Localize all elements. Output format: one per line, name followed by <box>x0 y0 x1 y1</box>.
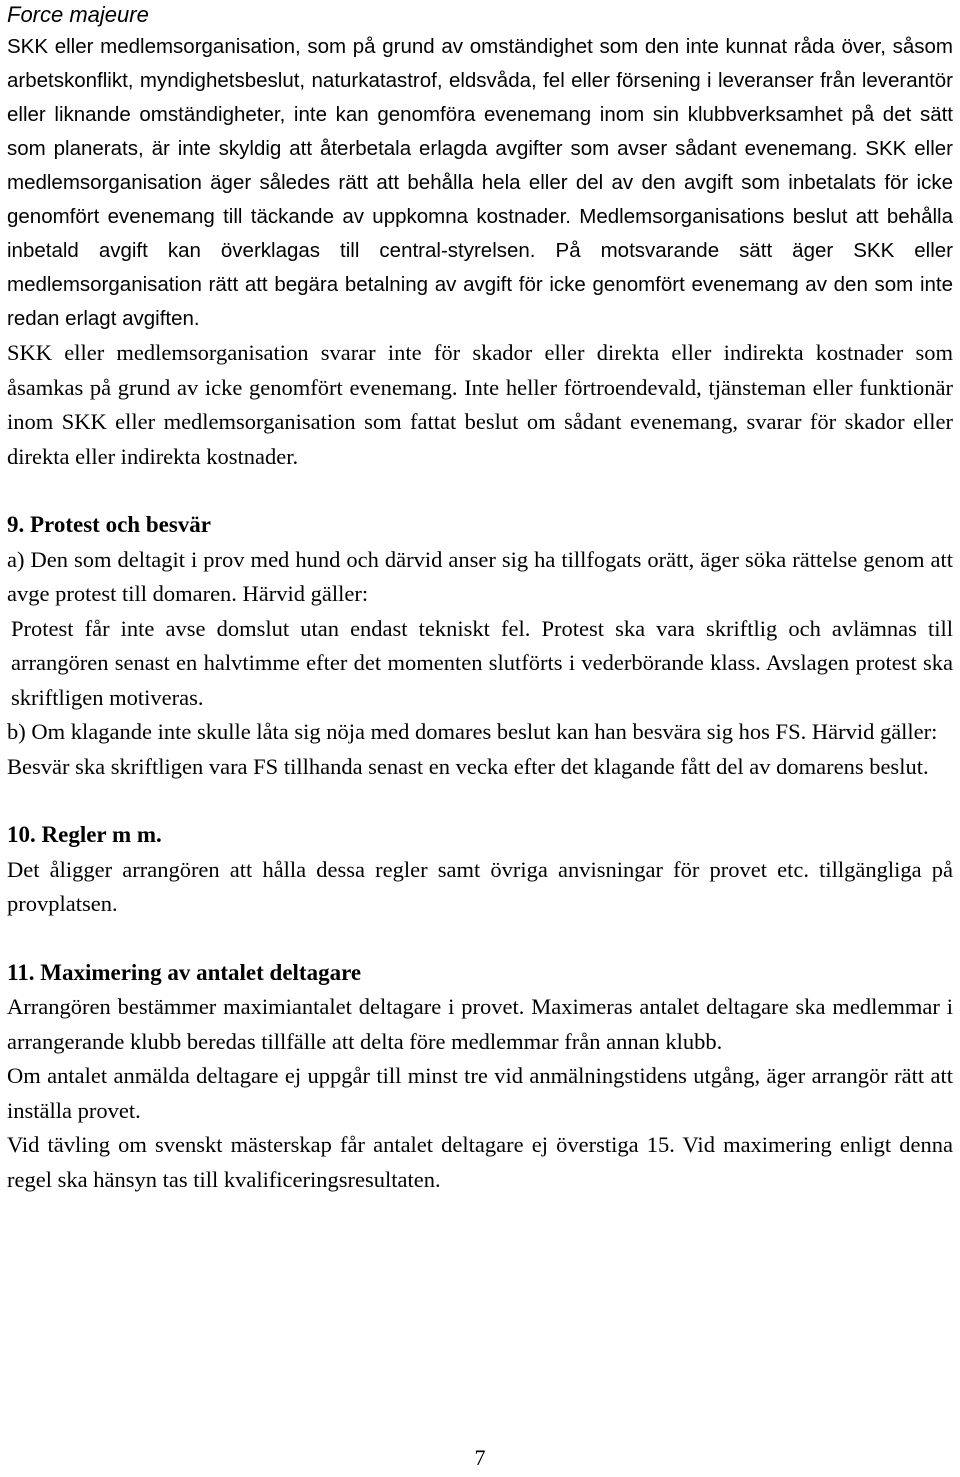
section-10 <box>7 818 953 922</box>
document-page <box>7 0 953 1197</box>
section-11-heading: 11. Maximering av antalet deltagare <box>7 959 362 985</box>
section-11 <box>7 956 953 1198</box>
section-10-heading: 10. Regler m m. <box>7 822 162 847</box>
section-9-heading: 9. Protest och besvär <box>7 512 211 537</box>
section-11-paragraph-1: Arrangören bestämmer maximiantalet deltagare i provet. Maximeras antalet deltagare ska medlemmar i arrangerande klubb beredas tillfälle att delta före medlemmar från annan klubb. <box>7 994 953 1054</box>
section-9-paragraph-b: b) Om klagande inte skulle låta sig nöja med domares beslut kan han besvära sig hos FS. Härvid gäller: <box>7 719 938 744</box>
page-number: 7 <box>474 1445 486 1470</box>
section-9-paragraph-a: a) Den som deltagit i prov med hund och därvid anser sig ha tillfogats orätt, äger söka rättelse genom att avge protest till domaren. Härvid gäller: <box>7 546 953 606</box>
force-majeure-paragraph-2: SKK eller medlemsorganisation svarar inte för skador eller direkta eller indirekta kostnader som åsamkas på grund av icke genomfört evenemang. Inte heller förtroendevald, tjänsteman eller funktionär inom SKK eller medlemsorganisation som fattat beslut om sådant evenemang, svarar för skador eller direkta eller indirekta kostnader. <box>7 340 953 469</box>
section-9-paragraph-a-rule: Protest får inte avse domslut utan endast tekniskt fel. Protest ska vara skriftlig och avlämnas till arrangören senast en halvtimme efter det momenten slutförts i vederbörande klass. Avslagen protest ska skriftligen motiveras. <box>11 615 953 710</box>
section-9-paragraph-b-rule: Besvär ska skriftligen vara FS tillhanda senast en vecka efter det klagande fått del av domarens beslut. <box>7 753 929 779</box>
section-10-paragraph: Det åligger arrangören att hålla dessa regler samt övriga anvisningar för provet etc. tillgängliga på provplatsen. <box>7 856 953 916</box>
force-majeure-paragraph-1: SKK eller medlemsorganisation, som på grund av omständighet som den inte kunnat råda över, såsom arbetskonflikt, myndighetsbeslut, naturkatastrof, eldsvåda, fel eller försening i leveranser från leverantör eller liknande omständigheter, inte kan genomföra evenemang inom sin klubbverksamhet på det sätt som planerats, är inte skyldig att återbetala erlagda avgifter som avser sådant evenemang. SKK eller medlemsorganisation äger således rätt att behålla hela eller del av den avgift som inbetalats för icke genomfört evenemang till täckande av uppkomna kostnader. Medlemsorganisations beslut att behålla inbetald avgift kan överklagas till central-styrelsen. På motsvarande sätt äger SKK eller medlemsorganisation rätt att begära betalning av avgift för icke genomfört evenemang av den som inte redan erlagt avgiften. <box>7 35 953 330</box>
force-majeure-section <box>7 0 953 474</box>
force-majeure-title: Force majeure <box>7 2 149 27</box>
section-9 <box>7 508 953 784</box>
section-11-paragraph-3: Vid tävling om svenskt mästerskap får antalet deltagare ej överstiga 15. Vid maximering enligt denna regel ska hänsyn tas till kvalificeringsresultaten. <box>7 1132 953 1192</box>
section-11-paragraph-2: Om antalet anmälda deltagare ej uppgår till minst tre vid anmälningstidens utgång, äger arrangör rätt att inställa provet. <box>7 1063 953 1123</box>
